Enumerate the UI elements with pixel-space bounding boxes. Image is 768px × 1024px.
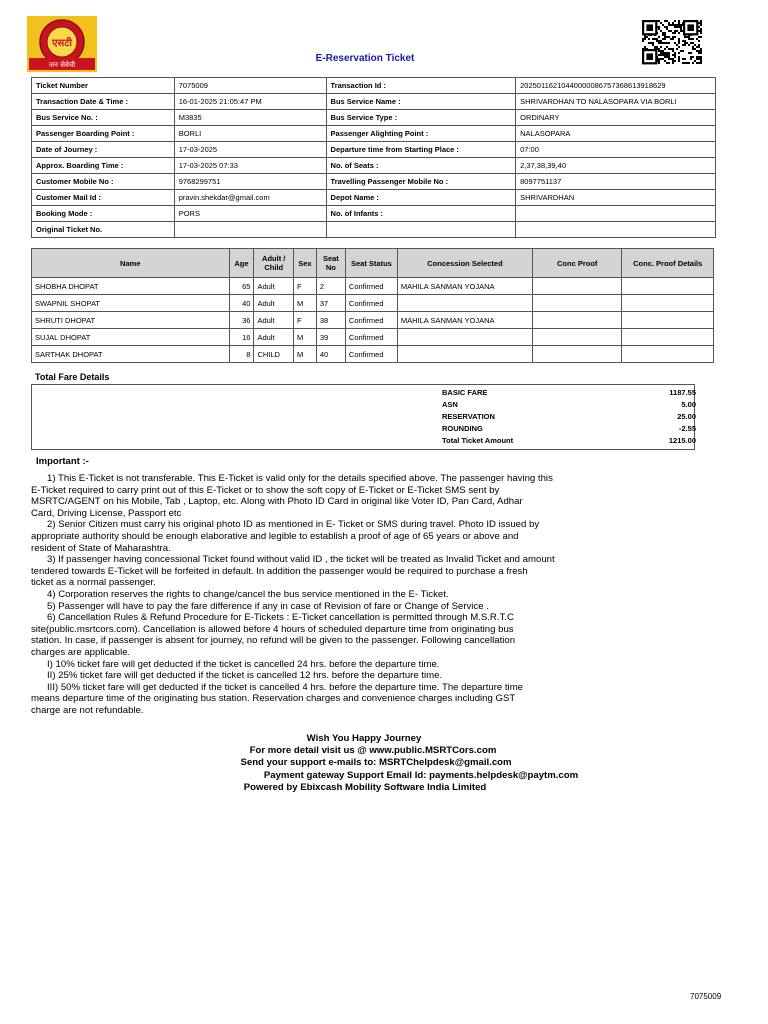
passenger-cell — [622, 346, 714, 363]
info-value: 17-03-2025 — [174, 142, 326, 158]
fare-amount: -2.55 — [678, 424, 696, 433]
info-value: BORLI — [174, 126, 326, 142]
passenger-cell: 65 — [229, 278, 254, 295]
passenger-cell — [533, 295, 622, 312]
info-label: Customer Mail Id : — [32, 190, 175, 206]
passenger-row — [32, 312, 714, 329]
footer-line: For more detail visit us @ www.public.MSRTCors.com — [249, 745, 497, 757]
passenger-cell: M — [293, 295, 316, 312]
passenger-row — [32, 329, 714, 346]
important-heading: Important :- — [36, 456, 89, 467]
passenger-cell: 2 — [316, 278, 345, 295]
info-row — [32, 206, 716, 222]
info-value: PORS — [174, 206, 326, 222]
passenger-cell: Adult — [254, 278, 294, 295]
info-value: 16-01-2025 21:05:47 PM — [174, 94, 326, 110]
note-line: 2) Senior Citizen must carry his original photo ID as mentioned in E- Ticket or SMS during travel. Photo ID issued by — [31, 519, 540, 531]
passenger-cell: SARTHAK DHOPAT — [32, 346, 230, 363]
note-line: charges are applicable. — [31, 646, 131, 658]
info-row — [32, 126, 716, 142]
note-line: E-Ticket required to carry print out of this E-Ticket or to show the soft copy of E-Ticket or E-Ticket SMS sent by — [31, 484, 500, 496]
fare-row — [442, 388, 696, 397]
passenger-cell: 36 — [229, 312, 254, 329]
passenger-row — [32, 346, 714, 363]
pax-col-header: Seat No — [316, 249, 345, 278]
info-row — [32, 222, 716, 238]
fare-row — [442, 436, 696, 445]
passenger-cell — [622, 329, 714, 346]
important-notes — [31, 473, 641, 716]
fare-row — [442, 400, 696, 409]
passenger-row — [32, 278, 714, 295]
info-value: NALASOPARA — [516, 126, 716, 142]
page-title: E-Reservation Ticket — [315, 53, 415, 64]
fare-row — [442, 424, 696, 433]
info-value: 8097751137 — [516, 174, 716, 190]
info-value: ORDINARY — [516, 110, 716, 126]
info-value — [516, 222, 716, 238]
note-line: site(public.msrtcors.com). Cancellation is allowed before 4 hours of scheduled departure time from originating bus — [31, 623, 514, 635]
passenger-cell: F — [293, 312, 316, 329]
passenger-cell: Confirmed — [345, 295, 397, 312]
pax-col-header: Adult / Child — [254, 249, 294, 278]
footer-line: Payment gateway Support Email Id: payments.helpdesk@paytm.com — [263, 769, 579, 781]
note-line: Card, Driving License, Passport etc — [31, 507, 182, 519]
fare-label: ROUNDING — [442, 424, 483, 433]
info-label: Departure time from Starting Place : — [326, 142, 516, 158]
fare-amount: 5.00 — [681, 400, 696, 409]
info-label: Travelling Passenger Mobile No : — [326, 174, 516, 190]
info-label: Date of Journey : — [32, 142, 175, 158]
passenger-cell: CHILD — [254, 346, 294, 363]
passenger-cell: MAHILA SANMAN YOJANA — [397, 312, 532, 329]
note-line: appropriate authority should be enough elaborative and legible to establish a proof of age of 65 years or above and — [31, 530, 519, 542]
info-value: 20250116210440000086757368613918629 — [516, 78, 716, 94]
pax-col-header: Sex — [293, 249, 316, 278]
info-value: 9768299751 — [174, 174, 326, 190]
passenger-cell: Confirmed — [345, 329, 397, 346]
info-label: Booking Mode : — [32, 206, 175, 222]
passenger-cell: M — [293, 346, 316, 363]
info-value — [174, 222, 326, 238]
passenger-cell — [622, 295, 714, 312]
passenger-cell — [533, 278, 622, 295]
info-label: Depot Name : — [326, 190, 516, 206]
passenger-cell — [533, 346, 622, 363]
info-value: M3835 — [174, 110, 326, 126]
info-label: No. of Infants : — [326, 206, 516, 222]
passenger-cell: Adult — [254, 312, 294, 329]
passenger-cell: 40 — [229, 295, 254, 312]
info-label: Approx. Boarding Time : — [32, 158, 175, 174]
passenger-cell: 37 — [316, 295, 345, 312]
info-value: pravin.shekdar@gmail.com — [174, 190, 326, 206]
info-value: 2,37,38,39,40 — [516, 158, 716, 174]
passenger-cell — [533, 329, 622, 346]
passenger-cell — [397, 346, 532, 363]
footer-line: Wish You Happy Journey — [306, 733, 422, 744]
note-line: station. In case, if passenger is absent for journey, no refund will be given to the passenger. Following cancellation — [31, 635, 516, 647]
info-label: Bus Service No. : — [32, 110, 175, 126]
note-line: means departure time of the originating bus station. Reservation charges and convenience charges including GST — [31, 693, 516, 705]
fare-label: BASIC FARE — [442, 388, 488, 397]
passenger-table — [31, 248, 714, 363]
fare-row — [442, 412, 696, 421]
info-row — [32, 94, 716, 110]
passenger-cell: SHRUTI DHOPAT — [32, 312, 230, 329]
pax-col-header: Conc. Proof Details — [622, 249, 714, 278]
fare-amount: 1215.00 — [668, 436, 696, 445]
note-line: II) 25% ticket fare will get deducted if the ticket is cancelled 12 hrs. before the departure time. — [31, 670, 443, 682]
info-row — [32, 110, 716, 126]
info-label — [326, 222, 516, 238]
passenger-cell: Confirmed — [345, 312, 397, 329]
fare-label: ASN — [442, 400, 458, 409]
info-label: Bus Service Type : — [326, 110, 516, 126]
passenger-cell: SHOBHA DHOPAT — [32, 278, 230, 295]
note-line: charge are not refundable. — [31, 704, 144, 716]
info-row — [32, 174, 716, 190]
info-row — [32, 190, 716, 206]
fare-box — [31, 384, 695, 450]
note-line: 5) Passenger will have to pay the fare difference if any in case of Revision of fare or Change of Service . — [31, 600, 489, 612]
note-line: ticket as a normal passenger. — [31, 577, 156, 589]
info-label: Ticket Number — [32, 78, 175, 94]
info-label: Original Ticket No. — [32, 222, 175, 238]
footer-line: Powered by Ebixcash Mobility Software India Limited — [243, 781, 487, 793]
info-label: Transaction Date & Time : — [32, 94, 175, 110]
passenger-cell: Adult — [254, 329, 294, 346]
passenger-cell: SUJAL DHOPAT — [32, 329, 230, 346]
note-line: III) 50% ticket fare will get deducted if the ticket is cancelled 4 hrs. before the departure time. The departure time — [31, 681, 524, 693]
info-label: Passenger Alighting Point : — [326, 126, 516, 142]
passenger-cell: 39 — [316, 329, 345, 346]
passenger-cell: SWAPNIL SHOPAT — [32, 295, 230, 312]
fare-label: RESERVATION — [442, 412, 495, 421]
note-line: MSRTC/AGENT on his Mobile, Tab , Laptop, etc. Along with Photo ID Card in original like Voter ID, Pan Card, Adhar — [31, 496, 523, 508]
passenger-cell: 38 — [316, 312, 345, 329]
passenger-cell: 40 — [316, 346, 345, 363]
note-line: 3) If passenger having concessional Ticket found without valid ID , the ticket will be treated as Invalid Ticket and amount — [31, 554, 555, 566]
fare-amount: 1187.55 — [669, 388, 696, 397]
ticket-info-table — [31, 77, 716, 238]
svg-text:एसटी: एसटी — [52, 38, 72, 49]
note-line: 6) Cancellation Rules & Refund Procedure for E-Tickets : E-Ticket cancellation is permitted through M.S.R.T.C — [31, 612, 514, 624]
passenger-cell: F — [293, 278, 316, 295]
info-label: Passenger Boarding Point : — [32, 126, 175, 142]
info-value: SHRIVARDHAN TO NALASOPARA VIA BORLI — [516, 94, 716, 110]
pax-col-header: Concession Selected — [397, 249, 532, 278]
note-line: 1) This E-Ticket is not transferable. This E-Ticket is valid only for the details specified above. The passenger having this — [31, 473, 553, 484]
info-row — [32, 158, 716, 174]
info-value: 7075009 — [174, 78, 326, 94]
info-row — [32, 142, 716, 158]
footer — [0, 733, 768, 794]
note-line: tendered towards E-Ticket will be forfeited in default. In addition the passenger would be required to purchase a fresh — [31, 565, 528, 577]
passenger-cell — [622, 312, 714, 329]
info-value: SHRIVARDHAN — [516, 190, 716, 206]
fare-amount: 25.00 — [677, 412, 696, 421]
pax-col-header: Age — [229, 249, 254, 278]
passenger-cell — [622, 278, 714, 295]
info-label: Customer Mobile No : — [32, 174, 175, 190]
passenger-cell: Adult — [254, 295, 294, 312]
pax-col-header: Conc Proof — [533, 249, 622, 278]
passenger-row — [32, 295, 714, 312]
note-line: resident of State of Maharashtra. — [31, 542, 171, 554]
passenger-cell — [397, 329, 532, 346]
fare-heading: Total Fare Details — [35, 372, 110, 382]
note-line: I) 10% ticket fare will get deducted if the ticket is cancelled 24 hrs. before the departure time. — [31, 658, 440, 670]
info-label: Transaction Id : — [326, 78, 516, 94]
note-line: 4) Corporation reserves the rights to change/cancel the bus service mentioned in the E- Ticket. — [31, 588, 449, 600]
pax-col-header: Seat Status — [345, 249, 397, 278]
pax-col-header: Name — [32, 249, 230, 278]
passenger-cell — [533, 312, 622, 329]
footer-line: Send your support e-mails to: MSRTChelpdesk@gmail.com — [240, 757, 512, 769]
passenger-cell — [397, 295, 532, 312]
info-value — [516, 206, 716, 222]
passenger-cell: Confirmed — [345, 278, 397, 295]
page-ref: 7075009 — [690, 992, 722, 1001]
fare-label: Total Ticket Amount — [442, 436, 514, 445]
passenger-cell: 16 — [229, 329, 254, 346]
info-label: Bus Service Name : — [326, 94, 516, 110]
info-value: 07:00 — [516, 142, 716, 158]
info-label: No. of Seats : — [326, 158, 516, 174]
passenger-cell: M — [293, 329, 316, 346]
svg-text:जन सेवेची: जन सेवेची — [48, 61, 76, 69]
passenger-cell: 8 — [229, 346, 254, 363]
passenger-cell: Confirmed — [345, 346, 397, 363]
info-row — [32, 78, 716, 94]
passenger-cell: MAHILA SANMAN YOJANA — [397, 278, 532, 295]
info-value: 17-03-2025 07:33 — [174, 158, 326, 174]
